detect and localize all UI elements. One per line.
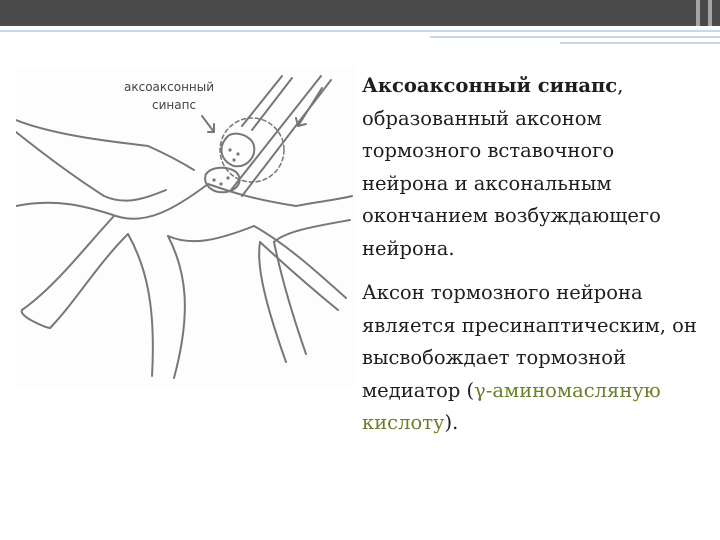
top-bar-stripe (696, 0, 700, 26)
slide-top-bar (0, 0, 720, 26)
decorative-line (0, 30, 720, 32)
paragraph-synapse-definition (362, 70, 702, 265)
definition-text: , образованный аксоном тормозного вставочного нейрона и аксональным окончанием возбуждающего нейрона. (362, 74, 661, 260)
synapse-diagram (16, 66, 356, 386)
paragraph2-text-start: Аксон тормозного нейрона является пресинаптическим, он высвобождает тормозной медиатор ( (362, 281, 697, 402)
figure-label-line1: аксоаксонный (124, 80, 215, 94)
gaba-term: γ-аминомасляную кислоту (362, 378, 661, 434)
slide-text (362, 70, 702, 452)
figure-label-line2: синапс (152, 98, 197, 112)
decorative-line (430, 36, 720, 38)
decorative-line (560, 42, 720, 44)
top-bar-stripe (708, 0, 712, 26)
paragraph2-text-end: ). (444, 411, 459, 434)
neuron-drawing (16, 66, 356, 386)
paragraph-inhibitory-axon (362, 277, 702, 440)
term-axoaxonic-synapse: Аксоаксонный синапс (362, 74, 618, 97)
